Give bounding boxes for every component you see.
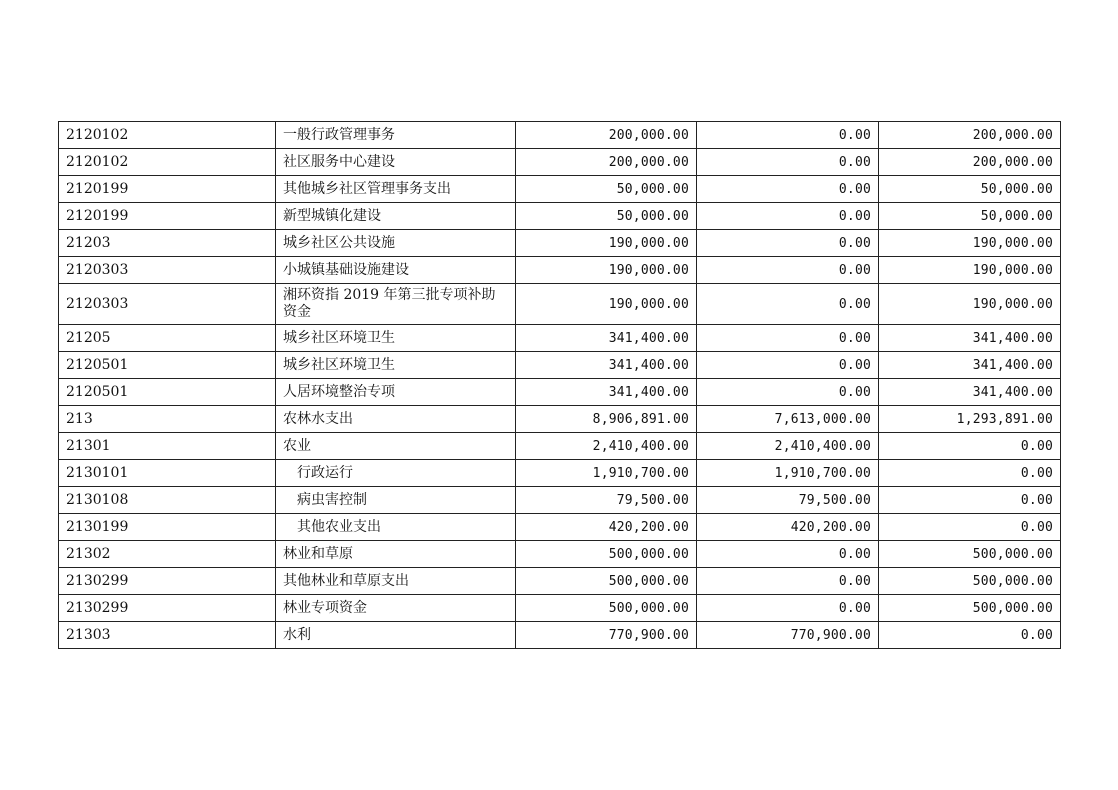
subject-code-cell: 2130199 (59, 514, 276, 541)
basic-expenditure-cell: 0.00 (697, 284, 879, 325)
basic-expenditure-cell: 0.00 (697, 352, 879, 379)
table-row (59, 379, 1061, 406)
table-row (59, 176, 1061, 203)
total-amount-cell: 500,000.00 (516, 595, 697, 622)
table-row (59, 325, 1061, 352)
total-amount-cell: 50,000.00 (516, 176, 697, 203)
table-row (59, 352, 1061, 379)
subject-code-cell: 2120303 (59, 257, 276, 284)
table-row (59, 460, 1061, 487)
subject-name-cell: 林业专项资金 (276, 595, 516, 622)
subject-code-cell: 2120501 (59, 379, 276, 406)
basic-expenditure-cell: 0.00 (697, 257, 879, 284)
table-row (59, 568, 1061, 595)
subject-code-cell: 2120199 (59, 203, 276, 230)
project-expenditure-cell: 341,400.00 (879, 352, 1061, 379)
basic-expenditure-cell: 0.00 (697, 176, 879, 203)
basic-expenditure-cell: 0.00 (697, 379, 879, 406)
table-row (59, 406, 1061, 433)
subject-name-cell: 湘环资指 2019 年第三批专项补助资金 (276, 284, 516, 325)
project-expenditure-cell: 341,400.00 (879, 379, 1061, 406)
total-amount-cell: 770,900.00 (516, 622, 697, 649)
subject-code-cell: 2130101 (59, 460, 276, 487)
subject-code-cell: 2120501 (59, 352, 276, 379)
table-row (59, 595, 1061, 622)
total-amount-cell: 2,410,400.00 (516, 433, 697, 460)
subject-name-cell: 一般行政管理事务 (276, 122, 516, 149)
table-row (59, 284, 1061, 325)
total-amount-cell: 341,400.00 (516, 325, 697, 352)
total-amount-cell: 200,000.00 (516, 122, 697, 149)
total-amount-cell: 190,000.00 (516, 230, 697, 257)
subject-code-cell: 2120102 (59, 149, 276, 176)
table-row (59, 433, 1061, 460)
table-row (59, 149, 1061, 176)
table-row (59, 622, 1061, 649)
basic-expenditure-cell: 770,900.00 (697, 622, 879, 649)
table-row (59, 257, 1061, 284)
total-amount-cell: 190,000.00 (516, 257, 697, 284)
subject-name-cell: 城乡社区环境卫生 (276, 325, 516, 352)
total-amount-cell: 500,000.00 (516, 568, 697, 595)
subject-name-cell: 城乡社区公共设施 (276, 230, 516, 257)
project-expenditure-cell: 190,000.00 (879, 257, 1061, 284)
subject-code-cell: 21303 (59, 622, 276, 649)
total-amount-cell: 8,906,891.00 (516, 406, 697, 433)
table-row (59, 203, 1061, 230)
subject-code-cell: 2130299 (59, 568, 276, 595)
subject-name-cell: 城乡社区环境卫生 (276, 352, 516, 379)
subject-code-cell: 2130108 (59, 487, 276, 514)
table-row (59, 230, 1061, 257)
project-expenditure-cell: 0.00 (879, 460, 1061, 487)
total-amount-cell: 79,500.00 (516, 487, 697, 514)
basic-expenditure-cell: 0.00 (697, 568, 879, 595)
project-expenditure-cell: 0.00 (879, 487, 1061, 514)
subject-name-cell (276, 487, 516, 514)
subject-name-cell: 农业 (276, 433, 516, 460)
total-amount-cell: 341,400.00 (516, 379, 697, 406)
table-row (59, 487, 1061, 514)
subject-name-cell (276, 514, 516, 541)
total-amount-cell: 500,000.00 (516, 541, 697, 568)
total-amount-cell: 341,400.00 (516, 352, 697, 379)
subject-name-cell: 林业和草原 (276, 541, 516, 568)
total-amount-cell: 1,910,700.00 (516, 460, 697, 487)
subject-name-text: 其他农业支出 (297, 518, 381, 535)
subject-name-cell: 其他林业和草原支出 (276, 568, 516, 595)
project-expenditure-cell: 341,400.00 (879, 325, 1061, 352)
basic-expenditure-cell: 1,910,700.00 (697, 460, 879, 487)
subject-name-cell: 其他城乡社区管理事务支出 (276, 176, 516, 203)
basic-expenditure-cell: 7,613,000.00 (697, 406, 879, 433)
basic-expenditure-cell: 0.00 (697, 325, 879, 352)
subject-code-cell: 21301 (59, 433, 276, 460)
basic-expenditure-cell: 0.00 (697, 149, 879, 176)
subject-code-cell: 2120303 (59, 284, 276, 325)
total-amount-cell: 50,000.00 (516, 203, 697, 230)
subject-code-cell: 2120102 (59, 122, 276, 149)
basic-expenditure-cell: 0.00 (697, 541, 879, 568)
project-expenditure-cell: 0.00 (879, 622, 1061, 649)
project-expenditure-cell: 500,000.00 (879, 568, 1061, 595)
project-expenditure-cell: 500,000.00 (879, 595, 1061, 622)
subject-name-cell: 新型城镇化建设 (276, 203, 516, 230)
subject-code-cell: 21302 (59, 541, 276, 568)
subject-code-cell: 21203 (59, 230, 276, 257)
total-amount-cell: 190,000.00 (516, 284, 697, 325)
subject-code-cell: 2130299 (59, 595, 276, 622)
basic-expenditure-cell: 0.00 (697, 230, 879, 257)
subject-name-cell (276, 460, 516, 487)
subject-name-cell: 小城镇基础设施建设 (276, 257, 516, 284)
total-amount-cell: 200,000.00 (516, 149, 697, 176)
project-expenditure-cell: 50,000.00 (879, 203, 1061, 230)
basic-expenditure-cell: 0.00 (697, 203, 879, 230)
basic-expenditure-cell: 0.00 (697, 122, 879, 149)
project-expenditure-cell: 200,000.00 (879, 122, 1061, 149)
project-expenditure-cell: 500,000.00 (879, 541, 1061, 568)
subject-name-cell: 人居环境整治专项 (276, 379, 516, 406)
basic-expenditure-cell: 420,200.00 (697, 514, 879, 541)
subject-name-cell: 农林水支出 (276, 406, 516, 433)
subject-code-cell: 213 (59, 406, 276, 433)
subject-code-cell: 2120199 (59, 176, 276, 203)
project-expenditure-cell: 1,293,891.00 (879, 406, 1061, 433)
table-row (59, 541, 1061, 568)
budget-expenditure-table (58, 121, 1061, 649)
project-expenditure-cell: 0.00 (879, 514, 1061, 541)
project-expenditure-cell: 50,000.00 (879, 176, 1061, 203)
subject-name-text: 行政运行 (297, 464, 353, 481)
subject-name-cell: 社区服务中心建设 (276, 149, 516, 176)
basic-expenditure-cell: 2,410,400.00 (697, 433, 879, 460)
table-row (59, 122, 1061, 149)
subject-name-cell: 水利 (276, 622, 516, 649)
subject-name-text: 病虫害控制 (297, 491, 367, 508)
table-row (59, 514, 1061, 541)
basic-expenditure-cell: 79,500.00 (697, 487, 879, 514)
basic-expenditure-cell: 0.00 (697, 595, 879, 622)
project-expenditure-cell: 0.00 (879, 433, 1061, 460)
project-expenditure-cell: 200,000.00 (879, 149, 1061, 176)
total-amount-cell: 420,200.00 (516, 514, 697, 541)
project-expenditure-cell: 190,000.00 (879, 284, 1061, 325)
subject-code-cell: 21205 (59, 325, 276, 352)
project-expenditure-cell: 190,000.00 (879, 230, 1061, 257)
